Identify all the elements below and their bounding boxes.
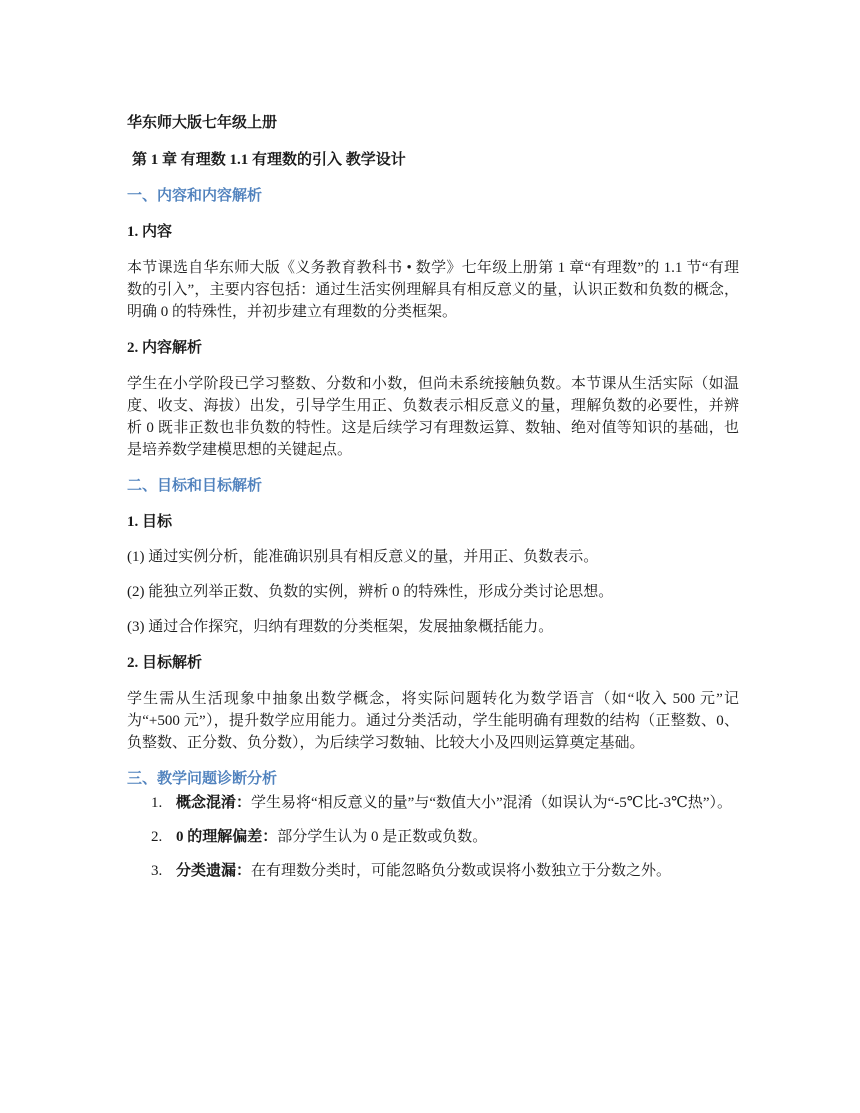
list-number: 3. (151, 863, 163, 879)
goal-item: (2) 能独立列举正数、负数的实例，辨析 0 的特殊性，形成分类讨论思想。 (127, 584, 614, 600)
content-paragraph: 本节课选自华东师大版《义务教育教科书 • 数学》七年级上册第 1 章“有理数”的 1.1 节“有理数的引入”，主要内容包括：通过生活实例理解具有相反意义的量，认识正数和负数的概念，明确 0 的特殊性，并初步建立有理数的分类框架。 (127, 260, 739, 320)
goals-analysis-heading: 2. 目标解析 (127, 655, 203, 671)
issue-text: 部分学生认为 0 是正数或负数。 (277, 829, 488, 845)
list-item (127, 792, 736, 814)
goal-item: (3) 通过合作探究，归纳有理数的分类框架，发展抽象概括能力。 (127, 619, 554, 635)
list-item (127, 826, 736, 848)
issue-term: 概念混淆： (176, 795, 252, 811)
content-analysis-heading: 2. 内容解析 (127, 340, 203, 356)
issue-term: 0 的理解偏差： (176, 829, 278, 845)
goals-analysis-paragraph: 学生需从生活现象中抽象出数学概念，将实际问题转化为数学语言（如“收入 500 元”记为“+500 元”），提升数学应用能力。通过分类活动，学生能明确有理数的结构（正整数、0、负整数、正分数、负分数），为后续学习数轴、比较大小及四则运算奠定基础。 (127, 691, 739, 751)
document-page (127, 112, 739, 894)
section-heading-diagnosis: 三、教学问题诊断分析 (127, 771, 278, 787)
content-analysis-paragraph: 学生在小学阶段已学习整数、分数和小数，但尚未系统接触负数。本节课从生活实际（如温度、收支、海拔）出发，引导学生用正、负数表示相反意义的量，理解负数的必要性，并辨析 0 既非正数也非负数的特性。这是后续学习有理数运算、数轴、绝对值等知识的基础，也是培养数学建模思想的关键起点。 (127, 376, 739, 458)
list-number: 2. (151, 829, 163, 845)
document-title: 华东师大版七年级上册 (127, 115, 278, 131)
section-heading-content: 一、内容和内容解析 (127, 188, 263, 204)
section-heading-goals: 二、目标和目标解析 (127, 478, 263, 494)
content-heading: 1. 内容 (127, 224, 173, 240)
issue-text: 学生易将“相反意义的量”与“数值大小”混淆（如误认为“-5℃比-3℃热”）。 (251, 795, 733, 811)
list-item (127, 860, 736, 882)
list-number: 1. (151, 795, 163, 811)
issue-text: 在有理数分类时，可能忽略负分数或误将小数独立于分数之外。 (251, 863, 672, 879)
document-subtitle: 第 1 章 有理数 1.1 有理数的引入 教学设计 (132, 152, 406, 168)
goal-item: (1) 通过实例分析，能准确识别具有相反意义的量，并用正、负数表示。 (127, 549, 599, 565)
goals-heading: 1. 目标 (127, 514, 173, 530)
issue-list (127, 792, 739, 882)
issue-term: 分类遗漏： (176, 863, 252, 879)
